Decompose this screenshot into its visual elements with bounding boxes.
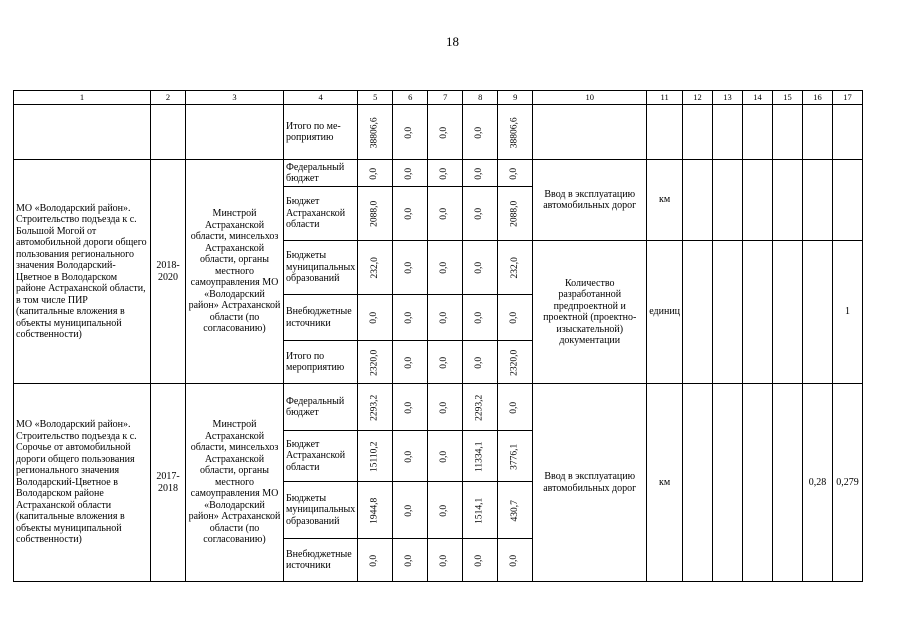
column-number-2: 2 — [151, 91, 186, 105]
amount-cell — [463, 384, 498, 431]
funding-source: Федеральный бюджет — [284, 160, 358, 187]
empty-cell-col1 — [14, 105, 151, 160]
empty-cell-col12 — [683, 105, 713, 160]
empty-cell-col15 — [773, 384, 803, 582]
column-number-16: 16 — [803, 91, 833, 105]
amount-cell — [463, 105, 498, 160]
indicator: Ввод в эксплуатацию автомобильных дорог — [533, 160, 647, 241]
column-number-3: 3 — [186, 91, 284, 105]
value-text: 0,0 — [369, 312, 380, 324]
indicator-value: 0,279 — [833, 384, 863, 582]
event-name: МО «Володарский район». Строительство подъезда к с. Большой Могой от автомобильной дороги общего пользования регионального значения Володарский-Цветное в Володарском районе Астраханской области, в том числе ПИР (капитальные вложения в объекты муниципальной собственности) — [14, 160, 151, 384]
value-text: 0,0 — [439, 312, 450, 324]
empty-cell-col13 — [713, 105, 743, 160]
column-number-14: 14 — [743, 91, 773, 105]
years: 2017- 2018 — [151, 384, 186, 582]
funding-source: Итого по ме- роприятию — [284, 105, 358, 160]
funding-source: Бюджеты муниципальных образований — [284, 241, 358, 295]
amount-cell — [428, 295, 463, 341]
value-text: 0,0 — [404, 312, 415, 324]
value-text: 0,0 — [509, 554, 520, 567]
value-text: 0,0 — [474, 554, 485, 567]
empty-cell-col12 — [683, 241, 713, 384]
amount-cell — [498, 105, 533, 160]
amount-cell — [498, 384, 533, 431]
empty-cell-col12 — [683, 160, 713, 241]
amount-cell — [498, 241, 533, 295]
amount-cell — [358, 241, 393, 295]
column-number-12: 12 — [683, 91, 713, 105]
value-text: 0,0 — [404, 554, 415, 567]
amount-cell — [428, 187, 463, 241]
value-text: 232,0 — [369, 257, 380, 279]
value-text: 0,0 — [404, 126, 415, 139]
value-text: 0,0 — [439, 356, 450, 369]
value-text: 0,0 — [439, 208, 450, 220]
amount-cell — [498, 187, 533, 241]
empty-cell-col17 — [833, 105, 863, 160]
amount-cell — [463, 160, 498, 187]
indicator: Количество разработанной предпроектной и проектной (проектно-изыскательной) документации — [533, 241, 647, 384]
column-number-17: 17 — [833, 91, 863, 105]
unit: км — [647, 384, 683, 582]
empty-cell-col13 — [713, 384, 743, 582]
amount-cell — [498, 482, 533, 539]
indicator-value: 1 — [833, 241, 863, 384]
amount-cell — [463, 482, 498, 539]
executor: Минстрой Астраханской области, минсельхоз Астраханской области, органы местного самоуправления МО «Володарский район» Астраханской области (по согласованию) — [186, 384, 284, 582]
amount-cell — [393, 384, 428, 431]
column-number-6: 6 — [393, 91, 428, 105]
program-table — [13, 90, 863, 582]
amount-cell — [498, 295, 533, 341]
amount-cell — [358, 482, 393, 539]
amount-cell — [393, 295, 428, 341]
funding-source: Бюджет Астраханской области — [284, 431, 358, 482]
amount-cell — [428, 384, 463, 431]
empty-cell-col14 — [743, 105, 773, 160]
value-text: 0,0 — [474, 167, 485, 180]
empty-cell-col15 — [773, 241, 803, 384]
empty-cell-col2 — [151, 105, 186, 160]
funding-source: Внебюджетные источники — [284, 295, 358, 341]
value-text: 2293,2 — [474, 394, 485, 421]
value-text: 3776,1 — [509, 443, 520, 470]
empty-cell-col14 — [743, 160, 773, 241]
value-text: 0,0 — [439, 554, 450, 567]
amount-cell — [358, 384, 393, 431]
amount-cell — [358, 160, 393, 187]
value-text: 0,0 — [404, 401, 415, 414]
amount-cell — [393, 341, 428, 384]
column-number-11: 11 — [647, 91, 683, 105]
amount-cell — [498, 341, 533, 384]
amount-cell — [358, 341, 393, 384]
indicator-value: 0,28 — [803, 384, 833, 582]
column-number-4: 4 — [284, 91, 358, 105]
amount-cell — [428, 482, 463, 539]
column-number-5: 5 — [358, 91, 393, 105]
unit: км — [647, 160, 683, 241]
amount-cell — [428, 341, 463, 384]
value-text: 2088,0 — [369, 200, 380, 228]
value-text: 0,0 — [474, 262, 485, 274]
amount-cell — [428, 160, 463, 187]
executor: Минстрой Астраханской области, минсельхоз Астраханской области, органы местного самоуправления МО «Володарский район» Астраханской области (по согласованию) — [186, 160, 284, 384]
event-name: МО «Володарский район». Строительство подъезда к с. Сорочье от автомобильной дороги общего пользования регионального значения Володарский-Цветное в Володарском районе Астраханской области (капитальные вложения в объекты муниципальной собственности) — [14, 384, 151, 582]
amount-cell — [428, 105, 463, 160]
amount-cell — [358, 431, 393, 482]
value-text: 0,0 — [474, 208, 485, 220]
indicator: Ввод в эксплуатацию автомобильных дорог — [533, 384, 647, 582]
amount-cell — [463, 241, 498, 295]
column-number-row — [14, 91, 863, 105]
empty-cell-col10 — [533, 105, 647, 160]
amount-cell — [498, 539, 533, 582]
value-text: 0,0 — [474, 356, 485, 369]
amount-cell — [498, 160, 533, 187]
amount-cell — [393, 431, 428, 482]
value-text: 38806,6 — [369, 117, 380, 148]
value-text: 0,0 — [474, 126, 485, 139]
value-text: 0,0 — [439, 401, 450, 414]
amount-cell — [463, 431, 498, 482]
value-text: 0,0 — [509, 312, 520, 324]
amount-cell — [358, 105, 393, 160]
table-row — [14, 160, 863, 187]
empty-cell-col15 — [773, 160, 803, 241]
value-text: 0,0 — [439, 504, 450, 517]
empty-cell-col12 — [683, 384, 713, 582]
value-text: 2088,0 — [509, 200, 520, 228]
value-text: 1944,8 — [369, 497, 380, 524]
empty-cell-col14 — [743, 384, 773, 582]
funding-source: Бюджет Астраханской области — [284, 187, 358, 241]
empty-cell-col16 — [803, 241, 833, 384]
column-number-13: 13 — [713, 91, 743, 105]
empty-cell-col16 — [803, 160, 833, 241]
value-text: 0,0 — [439, 450, 450, 463]
value-text: 0,0 — [369, 554, 380, 567]
table-row — [14, 105, 863, 160]
amount-cell — [463, 295, 498, 341]
value-text: 2320,0 — [369, 349, 380, 376]
value-text: 2320,0 — [509, 349, 520, 376]
value-text: 0,0 — [404, 356, 415, 369]
column-number-1: 1 — [14, 91, 151, 105]
table-row — [14, 384, 863, 431]
empty-cell-col15 — [773, 105, 803, 160]
value-text: 15110,2 — [369, 441, 380, 472]
unit: единиц — [647, 241, 683, 384]
empty-cell-col13 — [713, 160, 743, 241]
amount-cell — [463, 187, 498, 241]
value-text: 0,0 — [404, 450, 415, 463]
column-number-15: 15 — [773, 91, 803, 105]
amount-cell — [393, 482, 428, 539]
funding-source: Итого по мероприятию — [284, 341, 358, 384]
value-text: 0,0 — [369, 167, 380, 180]
funding-source: Федеральный бюджет — [284, 384, 358, 431]
value-text: 0,0 — [404, 208, 415, 220]
page-number: 18 — [446, 34, 459, 49]
value-text: 232,0 — [509, 257, 520, 279]
value-text: 11334,1 — [474, 441, 485, 472]
empty-cell-col17 — [833, 160, 863, 241]
value-text: 2293,2 — [369, 394, 380, 421]
column-number-7: 7 — [428, 91, 463, 105]
value-text: 1514,1 — [474, 497, 485, 524]
value-text: 0,0 — [474, 312, 485, 324]
value-text: 38806,6 — [509, 117, 520, 148]
value-text: 0,0 — [439, 262, 450, 274]
column-number-9: 9 — [498, 91, 533, 105]
value-text: 0,0 — [439, 167, 450, 180]
empty-cell-col14 — [743, 241, 773, 384]
amount-cell — [393, 539, 428, 582]
empty-cell-col13 — [713, 241, 743, 384]
amount-cell — [498, 431, 533, 482]
funding-source: Бюджеты муниципальных образований — [284, 482, 358, 539]
amount-cell — [463, 539, 498, 582]
amount-cell — [393, 241, 428, 295]
column-number-8: 8 — [463, 91, 498, 105]
amount-cell — [358, 539, 393, 582]
value-text: 0,0 — [439, 126, 450, 139]
amount-cell — [358, 187, 393, 241]
amount-cell — [428, 431, 463, 482]
amount-cell — [358, 295, 393, 341]
value-text: 0,0 — [404, 504, 415, 517]
empty-cell-col11 — [647, 105, 683, 160]
empty-cell-col16 — [803, 105, 833, 160]
amount-cell — [393, 160, 428, 187]
amount-cell — [463, 341, 498, 384]
value-text: 0,0 — [404, 167, 415, 180]
funding-source: Внебюджетные источники — [284, 539, 358, 582]
value-text: 0,0 — [404, 262, 415, 274]
column-number-10: 10 — [533, 91, 647, 105]
empty-cell-col3 — [186, 105, 284, 160]
amount-cell — [393, 105, 428, 160]
value-text: 0,0 — [509, 167, 520, 180]
amount-cell — [428, 539, 463, 582]
amount-cell — [428, 241, 463, 295]
value-text: 430,7 — [509, 499, 520, 522]
amount-cell — [393, 187, 428, 241]
years: 2018- 2020 — [151, 160, 186, 384]
value-text: 0,0 — [509, 401, 520, 414]
